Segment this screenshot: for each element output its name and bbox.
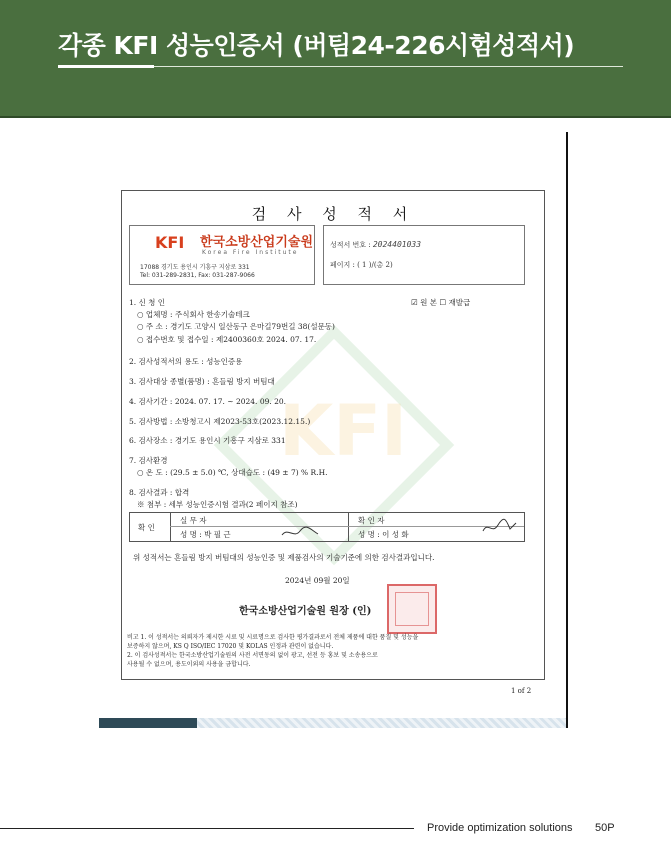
remark-line: 사용될 수 없으며, 용도이외의 사용을 금합니다. [127,661,251,668]
remark-line: 보증하지 않으며, KS Q ISO/IEC 17020 및 KOLAS 인정과 관련이 없습니다. [127,643,334,650]
title-underline [58,65,154,68]
kfi-watermark-text: KFI [279,390,408,472]
signature-table [129,512,525,542]
page-header [0,0,671,118]
institute-name-en: Korea Fire Institute [202,249,299,256]
worker-name: 성 명 : 박 필 근 [180,530,231,539]
header-bottom-border [0,116,671,118]
institute-name: 한국소방산업기술원 [200,235,314,250]
certificate-image [99,170,568,728]
approver-label: 확 인 자 [358,516,385,525]
page-title: 각종 KFI 성능인증서 (버팀24-226시험성적서) [58,31,575,60]
sign-table-rule [170,526,524,527]
report-purpose: 2. 검사성적서의 용도 : 성능인증용 [129,357,243,366]
worker-signature-icon [280,525,320,539]
report-number-value: 2024401033 [372,240,422,249]
result-note: ※ 첨부 : 세부 성능인증시험 결과(2 페이지 참조) [137,500,298,509]
inspection-period: 4. 검사기간 : 2024. 07. 17. ~ 2024. 09. 20. [129,397,287,406]
environment-detail: ○ 온 도 : (29.5 ± 5.0) ℃, 상대습도 : (49 ± 7) % R.H. [137,468,328,477]
kfi-logo-icon: KFI [155,233,185,252]
result-heading: 8. 검사결과 : 합격 [129,488,190,497]
remarks-block [127,633,418,669]
report-number-box [323,225,525,285]
footer-rule [0,828,414,829]
applicant-address: ○ 주 소 : 경기도 고양시 일산동구 은마길79번길 38(설문동) [137,322,335,331]
official-seal-icon [387,584,437,634]
confirm-label: 확 인 [138,523,155,532]
inspection-location: 6. 검사장소 : 경기도 용인시 기흥구 지삼로 331 [129,436,286,445]
document-edge-line [566,132,568,728]
page-indicator: 1 of 2 [511,687,532,695]
applicant-company: ○ 업체명 : 주식회사 한송기술테크 [137,310,250,319]
institute-address [140,264,255,280]
sign-table-divider [348,513,349,541]
certificate-title: 검 사 성 적 서 [251,205,416,223]
certificate-bottom-band-dark [99,718,197,728]
issuer-name: 한국소방산업기술원 원장 (인) [239,606,372,617]
page-count: 페이지 : ( 1 )/(총 2) [330,261,393,269]
approver-name: 성 명 : 이 성 화 [358,530,409,539]
report-number-label: 성적서 번호 : [330,241,371,249]
footer-tagline: Provide optimization solutions [427,822,573,834]
inspection-method: 5. 검사방법 : 소방청고시 제2023-53호(2023.12.15.) [129,417,311,426]
applicant-heading: 1. 신 청 인 [129,298,166,307]
receipt-number: ○ 접수번호 및 접수일 : 제2400360호 2024. 07. 17. [137,335,317,344]
worker-label: 실 무 자 [180,516,207,525]
issue-date: 2024년 09월 20일 [285,576,350,585]
remark-line: 2. 이 검사성적서는 한국소방산업기술원의 사전 서면동의 없이 광고, 선전 등 홍보 및 소송용으로 [127,652,378,659]
footer-page-number: 50P [595,822,615,834]
institute-contact-line: Tel: 031-289-2831, Fax: 031-287-9066 [140,272,255,279]
environment-heading: 7. 검사환경 [129,456,168,465]
report-number-row [330,240,421,250]
original-reissue-checkboxes: ☑ 원 본 ☐ 재발급 [411,298,471,307]
approver-signature-icon [480,517,520,537]
institute-address-line: 17088 경기도 용인시 기흥구 지삼로 331 [140,264,250,271]
sign-table-divider [170,513,171,541]
remark-line: 비고 1. 이 성적서는 의뢰자가 제시한 시료 및 시료명으로 검사한 평가결과로서 전체 제품에 대한 품질 및 성능을 [127,634,419,641]
institute-logo-box [129,225,315,285]
product-type: 3. 검사대상 종별(품명) : 흔들림 방지 버팀대 [129,377,275,386]
certification-statement: 위 성적서는 흔들림 방지 버팀대의 성능인증 및 제품검사의 기술기준에 의한 검사결과입니다. [133,553,435,562]
seal-inner-frame [395,592,429,626]
